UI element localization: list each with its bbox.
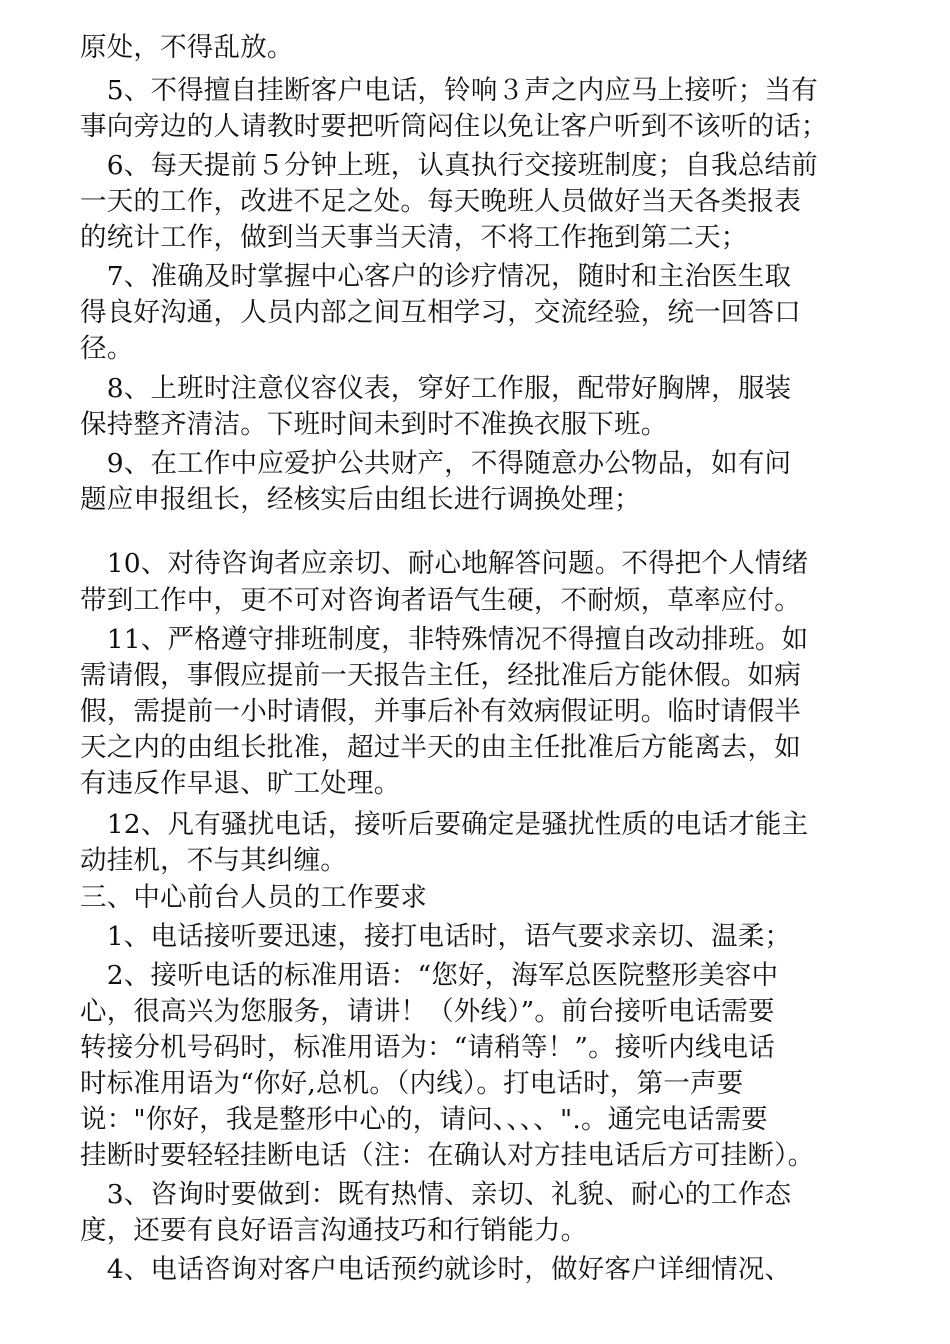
text-line: 一天的工作，改进不足之处。每天晚班人员做好当天各类报表	[80, 186, 801, 217]
text-line: 10、对待咨询者应亲切、耐心地解答问题。不得把个人情绪	[80, 548, 809, 579]
text-line: 有违反作早退、旷工处理。	[80, 768, 401, 799]
text-line: 假，需提前一小时请假，并事后补有效病假证明。临时请假半	[80, 696, 801, 727]
text-line: 6、每天提前５分钟上班，认真执行交接班制度；自我总结前	[80, 150, 818, 181]
text-line: 心，很高兴为您服务，请讲！（外线）”。前台接听电话需要	[80, 996, 775, 1027]
text-line: 带到工作中，更不可对咨询者语气生硬，不耐烦，草率应付。	[80, 585, 801, 616]
text-line: 天之内的由组长批准，超过半天的由主任批准后方能离去，如	[80, 732, 801, 763]
text-line: 需请假，事假应提前一天报告主任，经批准后方能休假。如病	[80, 660, 801, 691]
text-line: 7、准确及时掌握中心客户的诊疗情况，随时和主治医生取	[80, 261, 792, 292]
text-line: 4、电话咨询对客户电话预约就诊时，做好客户详细情况、	[80, 1254, 792, 1285]
text-line: 得良好沟通，人员内部之间互相学习，交流经验，统一回答口	[80, 297, 801, 328]
text-line: 挂断时要轻轻挂断电话（注：在确认对方挂电话后方可挂断）。	[80, 1140, 815, 1171]
text-line: 说："你好，我是整形中心的，请问、、、、".。通完电话需要	[80, 1104, 768, 1135]
text-line: 12、凡有骚扰电话，接听后要确定是骚扰性质的电话才能主	[80, 809, 809, 840]
text-line: 原处，不得乱放。	[80, 32, 294, 63]
text-line: 题应申报组长，经核实后由组长进行调换处理；	[80, 484, 641, 515]
text-line: 保持整齐清洁。下班时间未到时不准换衣服下班。	[80, 409, 668, 440]
text-line: 5、不得擅自挂断客户电话，铃响３声之内应马上接听；当有	[80, 75, 818, 106]
text-line: 动挂机，不与其纠缠。	[80, 845, 347, 876]
text-line: 1、电话接听要迅速，接打电话时，语气要求亲切、温柔；	[80, 921, 792, 952]
text-line: 径。	[80, 333, 134, 364]
text-line: 9、在工作中应爱护公共财产，不得随意办公物品，如有问	[80, 448, 792, 479]
section-heading: 三、中心前台人员的工作要求	[80, 882, 428, 913]
text-line: 事向旁边的人请教时要把听筒闷住以免让客户听到不该听的话；	[80, 111, 828, 142]
text-line: 度，还要有良好语言沟通技巧和行销能力。	[80, 1215, 588, 1246]
text-line: 转接分机号码时，标准用语为：“请稍等！”。接听内线电话	[80, 1032, 775, 1063]
text-line: 时标准用语为“你好,总机。（内线）。打电话时，第一声要	[80, 1068, 744, 1099]
text-line: 的统计工作，做到当天事当天清，不将工作拖到第二天；	[80, 222, 748, 253]
text-line: 3、咨询时要做到：既有热情、亲切、礼貌、耐心的工作态	[80, 1179, 792, 1210]
text-line: 11、严格遵守排班制度，非特殊情况不得擅自改动排班。如	[80, 624, 809, 655]
text-line: 2、接听电话的标准用语：“您好，海军总医院整形美容中	[80, 960, 779, 991]
text-line: 8、上班时注意仪容仪表，穿好工作服，配带好胸牌，服装	[80, 373, 792, 404]
